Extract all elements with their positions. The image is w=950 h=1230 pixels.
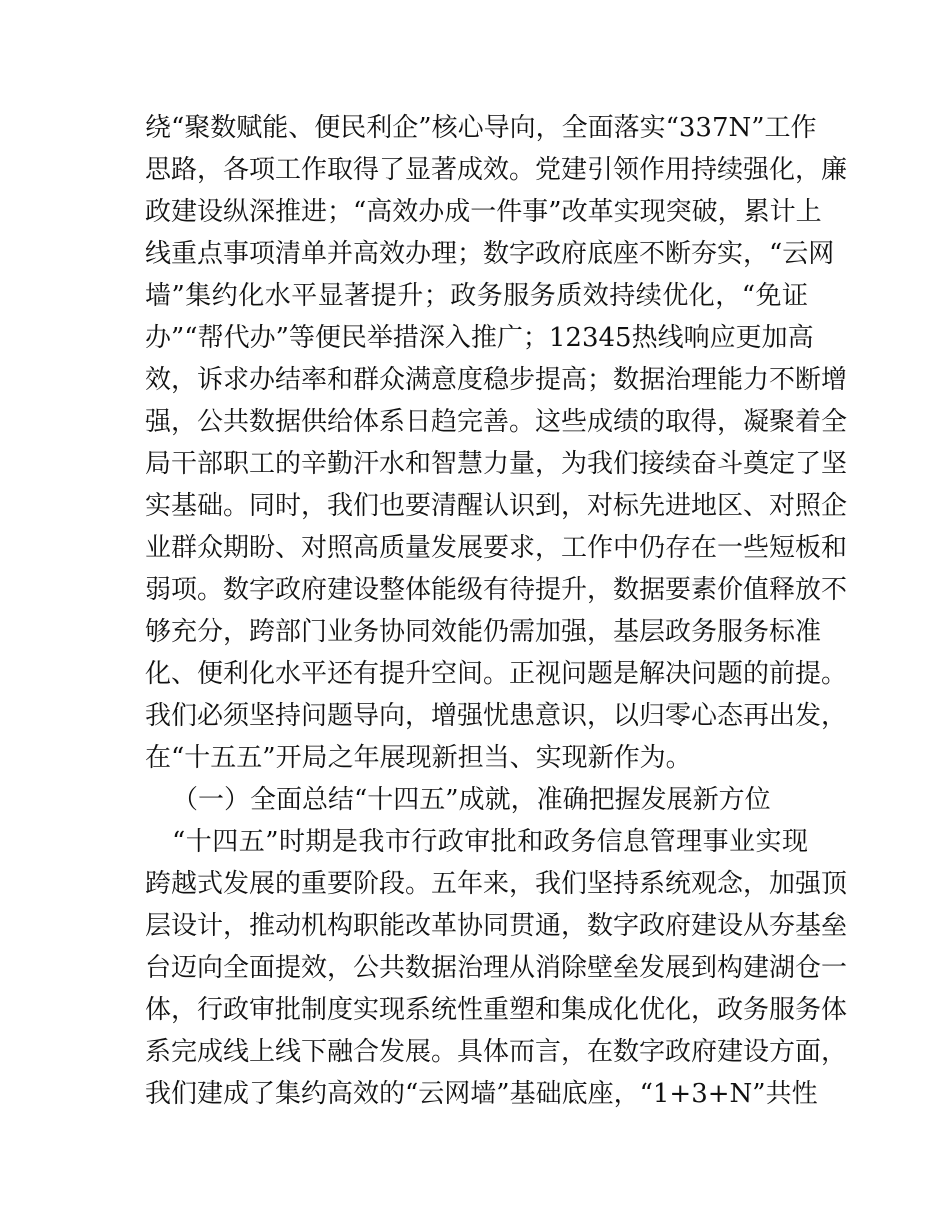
text-line: 绕“聚数赋能、便民利企”核心导向，全面落实“337N”工作 <box>145 113 817 143</box>
text-line: 实基础。同时，我们也要清醒认识到，对标先进地区、对照企 <box>145 491 848 521</box>
text-line: 办”“帮代办”等便民举措深入推广；12345热线响应更加高 <box>145 323 814 353</box>
document-page <box>0 107 950 1115</box>
paragraph-achievements <box>0 821 950 1115</box>
text-line: 我们建成了集约高效的“云网墙”基础底座，“1+3+N”共性 <box>145 1079 818 1109</box>
text-line: 局干部职工的辛勤汗水和智慧力量，为我们接续奋斗奠定了坚 <box>145 449 848 479</box>
paragraph-summary <box>0 107 950 779</box>
text-line: 弱项。数字政府建设整体能级有待提升，数据要素价值释放不 <box>145 575 848 605</box>
text-line: 在“十五五”开局之年展现新担当、实现新作为。 <box>145 743 692 773</box>
text-line: 墙”集约化水平显著提升；政务服务质效持续优化，“免证 <box>145 281 808 311</box>
text-line: 我们必须坚持问题导向，增强忧患意识，以归零心态再出发， <box>145 701 848 731</box>
text-line: 跨越式发展的重要阶段。五年来，我们坚持系统观念，加强顶 <box>145 869 848 899</box>
text-line: 强，公共数据供给体系日趋完善。这些成绩的取得，凝聚着全 <box>145 407 848 437</box>
section-heading: （一）全面总结“十四五”成就，准确把握发展新方位 <box>172 785 771 815</box>
text-line: 系完成线上线下融合发展。具体而言，在数字政府建设方面， <box>145 1037 848 1067</box>
text-line: 体，行政审批制度实现系统性重塑和集成化优化，政务服务体 <box>145 995 848 1025</box>
text-line: 化、便利化水平还有提升空间。正视问题是解决问题的前提。 <box>145 659 848 689</box>
text-line: 层设计，推动机构职能改革协同贯通，数字政府建设从夯基垒 <box>145 911 848 941</box>
text-line: 线重点事项清单并高效办理；数字政府底座不断夯实，“云网 <box>145 239 835 269</box>
text-line: “十四五”时期是我市行政审批和政务信息管理事业实现 <box>172 827 808 857</box>
text-line: 思路，各项工作取得了显著成效。党建引领作用持续强化，廉 <box>145 155 848 185</box>
text-line: 台迈向全面提效，公共数据治理从消除壁垒发展到构建湖仓一 <box>145 953 848 983</box>
text-line: 效，诉求办结率和群众满意度稳步提高；数据治理能力不断增 <box>145 365 848 395</box>
text-line: 政建设纵深推进；“高效办成一件事”改革实现突破，累计上 <box>145 197 822 227</box>
text-line: 够充分，跨部门业务协同效能仍需加强，基层政务服务标准 <box>145 617 822 647</box>
text-line: 业群众期盼、对照高质量发展要求，工作中仍存在一些短板和 <box>145 533 848 563</box>
